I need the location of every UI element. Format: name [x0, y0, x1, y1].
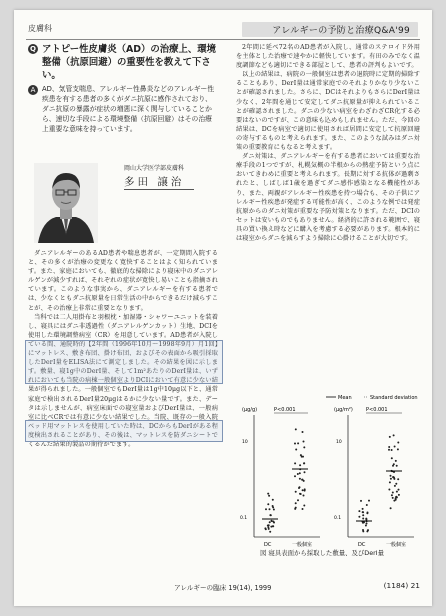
scatter-point: [268, 495, 270, 497]
scatter-point: [302, 456, 304, 458]
scatter-point: [358, 510, 360, 512]
scatter-point: [389, 436, 391, 438]
panel-2-group-b: 一般個室: [386, 542, 407, 548]
scatter-point: [367, 529, 369, 531]
paragraph: 以上の結果は、病院の一般個室は患者の退院時に定期的掃除することもあり、DerⅠ量は通常家庭でのそれよりかなり少ないことが確認されました。さらに、DCはそれよりもさらにDerⅠ量は少なく、2年間を通じて安定してダニ抗原量が抑えられていることが確認されました。ダニの少ない病室をわざわざCR化する必要はないのですが、この意味も込めもしれません。ただ、今回の結果は、DCを病室で適切に使用されば居間に安定して抗原回避の寄与するものと考えられます。また、このような試みはダニ対策の重要教育にもなると考えます。: [236, 71, 420, 152]
scatter-point: [365, 525, 367, 527]
scatter-point: [303, 462, 305, 464]
scatter-point: [267, 493, 269, 495]
scatter-point: [391, 457, 393, 459]
panel-1-ylabel: (μg/g): [242, 407, 258, 413]
scatter-point: [302, 489, 304, 491]
scatter-point: [268, 528, 270, 530]
panel-2-dc-points: [356, 500, 372, 533]
panel-2-tick-top: 10: [336, 440, 342, 445]
legend-sd: Standard deviation: [370, 395, 418, 401]
figure-legend: [326, 395, 418, 401]
page-number: (1184) 21: [383, 581, 420, 590]
scatter-point: [299, 493, 301, 495]
text-highlight-box: [25, 420, 223, 442]
scatter-point: [398, 494, 400, 496]
scatter-point: [295, 507, 297, 509]
scatter-point: [269, 508, 271, 510]
answer-badge: A: [28, 85, 38, 95]
scatter-point: [362, 514, 364, 516]
scatter-point: [302, 431, 304, 433]
scatter-point: [304, 490, 306, 492]
scatter-point: [360, 500, 362, 502]
scatter-point: [269, 531, 271, 533]
scatter-point: [294, 475, 296, 477]
scatter-point: [393, 463, 395, 465]
panel-1-group-b: 一般個室: [292, 542, 313, 548]
scatter-point: [269, 514, 271, 516]
scatter-point: [394, 446, 396, 448]
answer-text: AD、気管支喘息、アレルギー性鼻炎などのアレルギー性疾患を有する患者の多くがダニ抗原に感作されており、ダニ抗原の暴露が症状の増悪に深く関与していることから、速切な手段による環境整備（抗原回避）はその治療上重要な意味を持っています。: [42, 85, 215, 133]
scatter-point: [272, 499, 274, 501]
scatter-point: [388, 489, 390, 491]
paragraph: ダニ対策は、ダニアレルギーを有する患者においては重要な治療手段の1つですが、札幌気概の半根からの熱症予防という点においてきわめに重要と考えられます。長期に対する抗体が過剰されたと、しばしば1歳を過ぎてダニ感作感染となる機能性があり、また、両親がアレルギー性疾患を持つ場合も、その子供にアレルギー性疾患が発症する可能性が高く、このような例では発症抗原からのダニ対策が重要な予防対策となります。ただ、DCIのセットは安いものでもありません。経済的に許される範囲で、寝具の買い換え時などに購入を考慮する必要があります。根本的には寝室からダニを減らすよう掃除に心掛けることが大切です。: [236, 153, 420, 242]
journal-citation: アレルギーの臨床 19(14), 1999: [174, 584, 272, 592]
author-portrait: [34, 163, 98, 243]
panel-1-pvalue: P<0.001: [274, 407, 296, 413]
panel-2-group-a: DC: [358, 542, 366, 548]
scatter-point: [303, 495, 305, 497]
scatter-point: [362, 518, 364, 520]
author-rule: [124, 189, 194, 190]
scatter-point: [362, 529, 364, 531]
scatter-point: [388, 449, 390, 451]
scatter-point: [392, 476, 394, 478]
scatter-point: [395, 483, 397, 485]
panel-1-tick-bottom: 0.1: [240, 516, 248, 521]
scatter-point: [365, 518, 367, 520]
scatter-point: [390, 475, 392, 477]
scatter-point: [396, 491, 398, 493]
scatter-point: [392, 497, 394, 499]
scatter-point: [297, 473, 299, 475]
scatter-point: [297, 499, 299, 501]
left-column: [28, 43, 218, 448]
author-affiliation: 岡山大学医学部皮膚科: [124, 165, 185, 172]
scatter-point: [391, 494, 393, 496]
scatter-point: [303, 505, 305, 507]
scatter-point: [366, 504, 368, 506]
paragraph: 当科では二人用掛布と羽根枕・加湿器・シャワーユニットを装着し、寝具にはダニ非透過性（ダニアレルゲンカット）生地、DCIを使用した環境調整病室（CR）を用意しています。AD患者が入院している間、通院時的【2年間（1996年10月〜1998年9月）月1回】にマットレス、敷き布団、掛け布団、およびその表面から吸引採取したDerⅠ量をELISA法にて測定しました。その結果を図に示します。敷量、寝1g中のDerⅠ量、そして1m²あたりのDerⅠ量は、いずれにおいても当院の病棟一般個室よりDCIにおいて有意に少ない結果が得られました。一般個室でもDerⅠ量は1g中10μg以下と、通常家庭で検出されるDerⅠ量20μgはるかに少ない量です。また、データは示しませんが、病室床面での寝室量およびDerⅠ量は、一般病室に比べCRでは有意に少ない結果でした。当院、既存の一般入院ベッド用マットレスを使用していた時は、DCからもDerⅠがある程度検出されることがあり、その後は、マットレスを防ダニシートでくるんだ結果的製品の期待がでます。: [28, 313, 218, 448]
scatter-point: [297, 442, 299, 444]
scatter-point: [295, 428, 297, 430]
scatter-point: [294, 462, 296, 464]
scatter-point: [273, 509, 275, 511]
author-name: 多田 譲治: [124, 176, 185, 188]
scatter-point: [271, 520, 273, 522]
scatter-point: [391, 449, 393, 451]
panel-1-dc-points: [262, 493, 278, 533]
scatter-point: [267, 525, 269, 527]
scatter-point: [397, 442, 399, 444]
scatter-point: [392, 492, 394, 494]
question-badge: Q: [28, 44, 38, 54]
scatter-point: [393, 434, 395, 436]
figure-caption: 図 寝具表面から採取した敷量、及びDerⅠ量: [260, 549, 385, 557]
panel-2-general-points: [386, 434, 402, 509]
answer-summary: [28, 84, 218, 134]
scatter-point: [272, 506, 274, 508]
scatter-point: [362, 508, 364, 510]
scatter-point: [390, 507, 392, 509]
section-label: 皮膚科: [28, 24, 52, 33]
scatter-point: [358, 516, 360, 518]
scatter-point: [265, 508, 267, 510]
scatter-point: [395, 496, 397, 498]
scatter-point: [397, 478, 399, 480]
document-page: [14, 10, 432, 606]
scatter-point: [390, 478, 392, 480]
right-column: [236, 43, 420, 548]
panel-2-tick-bottom: 0.1: [334, 516, 342, 521]
scatter-point: [398, 489, 400, 491]
scatter-point: [395, 499, 397, 501]
panel-1: [240, 407, 320, 548]
header-divider: [26, 39, 420, 40]
scatter-point: [272, 521, 274, 523]
scatter-point: [394, 485, 396, 487]
scatter-point: [303, 446, 305, 448]
scatter-point: [302, 508, 304, 510]
scatter-point: [366, 523, 368, 525]
panel-1-general-points: [292, 428, 308, 510]
panel-2-ylabel: (μg/m²): [334, 407, 353, 413]
scatter-point: [303, 441, 305, 443]
text-highlight-box: [25, 340, 223, 384]
scatter-point: [299, 478, 301, 480]
series-title: アレルギーの予防と治療Q&A'99: [272, 26, 410, 36]
scatter-point: [295, 491, 297, 493]
scatter-point: [397, 448, 399, 450]
series-title-bar: [242, 22, 418, 37]
scatter-point: [395, 460, 397, 462]
scatter-point: [301, 479, 303, 481]
scatter-point: [362, 511, 364, 513]
scatter-point: [295, 449, 297, 451]
panel-2: [334, 407, 414, 548]
scatter-point: [299, 472, 301, 474]
question: [28, 43, 218, 82]
scatter-point: [269, 521, 271, 523]
paragraph: ダニアレルギーのあるAD患者や喘息患者が、一定期間入院すると、その多くが治療の変更なく寛快することはよく知られています。また、家庭においても、徹底的な掃除により寝床中のダニアレルゲンが減少すれば、それぞれの症状が寛快し易いことも指摘されています。このような事実から、ダニアレルギーを有する患者では、少なくともダニ抗原量を日常生活の中からできるだけ減らすことが、その治療上非常に重要となります。: [28, 250, 218, 312]
scatter-point: [267, 503, 269, 505]
paragraph: 2年間に延べ72名のAD患者が入院し、通常のステロイド外用を主体とした治療で速やかに軽快しています。有田のみでなく温度調節なども適切にできる部屋として、患者の評判もよいです。: [236, 44, 420, 70]
panel-1-group-a: DC: [264, 542, 272, 548]
scatter-point: [295, 502, 297, 504]
scatter-point: [265, 528, 267, 530]
panel-2-pvalue: P<0.001: [366, 407, 388, 413]
scatter-point: [299, 464, 301, 466]
figure-scatter-plots: [238, 391, 420, 563]
panel-1-tick-top: 10: [242, 440, 248, 445]
scatter-point: [294, 443, 296, 445]
scatter-point: [367, 512, 369, 514]
scatter-point: [396, 465, 398, 467]
question-text: アトピー性皮膚炎（AD）の治療上、環境整備（抗原回避）の重要性を教えて下さい。: [42, 44, 217, 81]
scatter-point: [389, 481, 391, 483]
scatter-point: [272, 525, 274, 527]
scatter-point: [298, 487, 300, 489]
scatter-point: [368, 500, 370, 502]
scatter-point: [388, 446, 390, 448]
author-block: [28, 159, 218, 249]
legend-mean: Mean: [338, 395, 352, 401]
scatter-point: [304, 471, 306, 473]
